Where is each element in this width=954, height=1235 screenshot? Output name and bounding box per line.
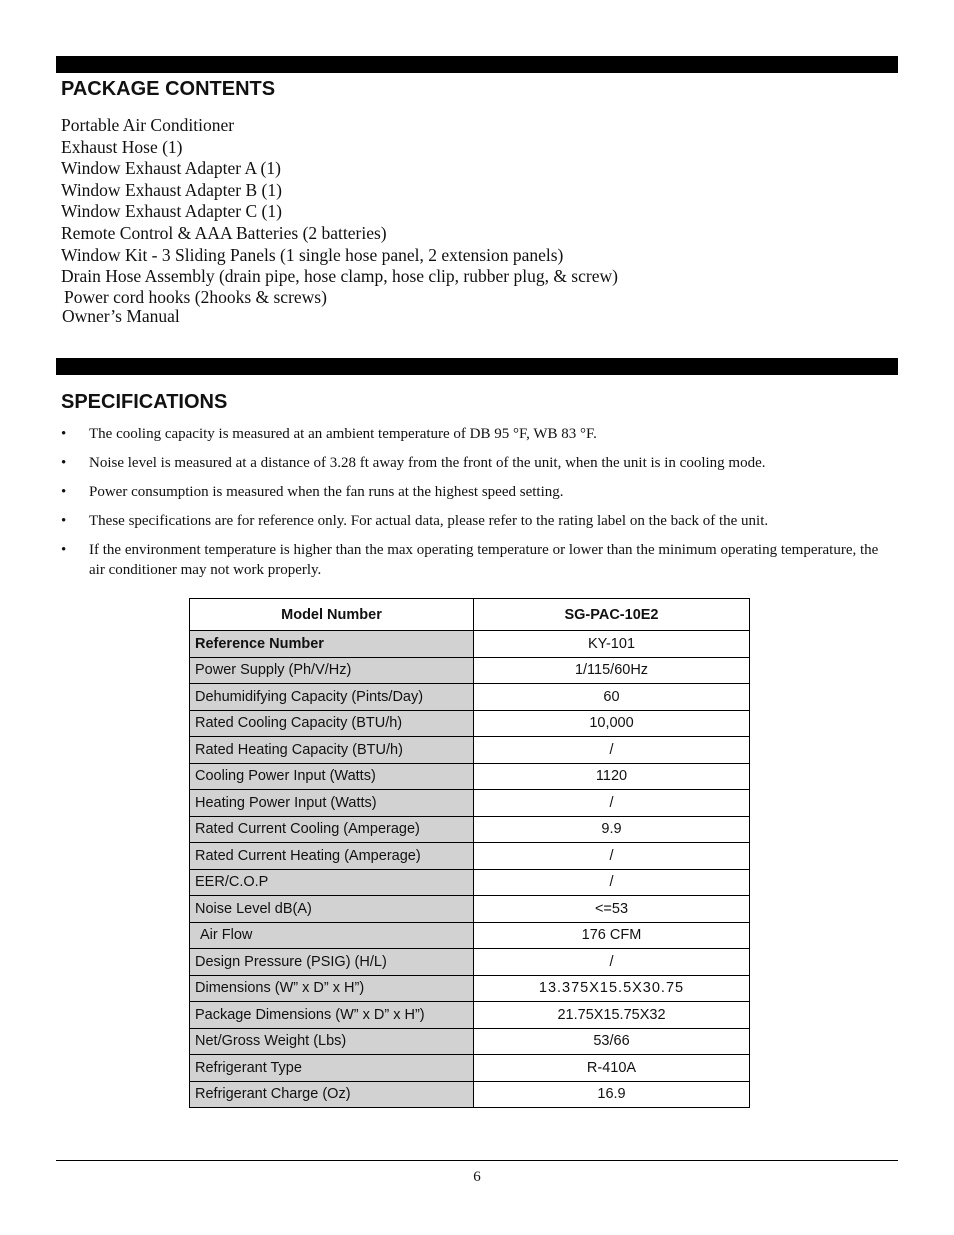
spec-value: 21.75X15.75X32 bbox=[474, 1002, 750, 1029]
list-item: Portable Air Conditioner bbox=[61, 115, 235, 135]
table-row bbox=[190, 869, 750, 896]
spec-label: Rated Current Heating (Amperage) bbox=[190, 843, 474, 870]
spec-label: Noise Level dB(A) bbox=[190, 896, 474, 923]
list-item: Window Exhaust Adapter A (1) bbox=[61, 158, 281, 179]
list-item: Window Exhaust Adapter B (1) bbox=[61, 179, 282, 200]
spec-label: Rated Current Cooling (Amperage) bbox=[190, 816, 474, 843]
bullet-icon: • bbox=[61, 484, 67, 500]
table-row bbox=[190, 949, 750, 976]
bullet-icon: • bbox=[61, 513, 67, 529]
spec-value: 1/115/60Hz bbox=[474, 657, 750, 684]
package-contents-heading: PACKAGE CONTENTS bbox=[61, 78, 276, 100]
bullet-icon: • bbox=[61, 455, 67, 471]
table-row bbox=[190, 790, 750, 817]
note-item bbox=[61, 482, 891, 502]
table-header-row bbox=[190, 599, 750, 631]
list-item: Window Exhaust Adapter C (1) bbox=[61, 201, 282, 222]
spec-value: / bbox=[474, 949, 750, 976]
note-item bbox=[61, 540, 891, 580]
spec-value: 13.375X15.5X30.75 bbox=[474, 975, 750, 1002]
table-row bbox=[190, 657, 750, 684]
spec-value: / bbox=[474, 790, 750, 817]
table-row bbox=[190, 922, 750, 949]
spec-value: <=53 bbox=[474, 896, 750, 923]
column-header-label: Model Number bbox=[190, 599, 474, 631]
spec-value: 1120 bbox=[474, 763, 750, 790]
list-item: Owner’s Manual bbox=[62, 305, 180, 326]
list-item: Drain Hose Assembly (drain pipe, hose clamp, hose clip, rubber plug, & screw) bbox=[61, 266, 618, 287]
spec-value: 10,000 bbox=[474, 710, 750, 737]
table-row bbox=[190, 631, 750, 658]
package-contents-list bbox=[61, 115, 618, 326]
spec-label: Cooling Power Input (Watts) bbox=[190, 763, 474, 790]
table-row bbox=[190, 1081, 750, 1108]
list-item: Remote Control & AAA Batteries (2 batteries) bbox=[61, 222, 387, 243]
spec-label: Rated Heating Capacity (BTU/h) bbox=[190, 737, 474, 764]
section-divider-bar bbox=[56, 56, 898, 73]
column-header-value: SG-PAC-10E2 bbox=[474, 599, 750, 631]
table-row bbox=[190, 1002, 750, 1029]
spec-value: / bbox=[474, 843, 750, 870]
page-number: 6 bbox=[473, 1169, 481, 1185]
bullet-icon: • bbox=[61, 426, 67, 442]
specifications-table bbox=[189, 598, 750, 1108]
spec-label: Package Dimensions (W” x D” x H”) bbox=[190, 1002, 474, 1029]
spec-label: Refrigerant Charge (Oz) bbox=[190, 1081, 474, 1108]
spec-label: EER/C.O.P bbox=[190, 869, 474, 896]
note-text: Power consumption is measured when the fan runs at the highest speed setting. bbox=[89, 484, 564, 500]
spec-label: Rated Cooling Capacity (BTU/h) bbox=[190, 710, 474, 737]
table-row bbox=[190, 763, 750, 790]
note-item bbox=[61, 511, 891, 531]
note-text: These specifications are for reference only. For actual data, please refer to the rating label on the back of the unit. bbox=[89, 513, 769, 529]
spec-label: Design Pressure (PSIG) (H/L) bbox=[190, 949, 474, 976]
note-text: If the environment temperature is higher than the max operating temperature or lower than the minimum operating temperature, the air conditioner may not work properly. bbox=[89, 542, 879, 578]
section-divider-bar bbox=[56, 358, 898, 375]
specification-notes bbox=[61, 424, 891, 589]
spec-value: / bbox=[474, 737, 750, 764]
note-text: The cooling capacity is measured at an ambient temperature of DB 95 °F, WB 83 °F. bbox=[89, 426, 597, 442]
spec-label: Net/Gross Weight (Lbs) bbox=[190, 1028, 474, 1055]
spec-value: 16.9 bbox=[474, 1081, 750, 1108]
spec-value: KY-101 bbox=[474, 631, 750, 658]
spec-value: R-410A bbox=[474, 1055, 750, 1082]
spec-label: Heating Power Input (Watts) bbox=[190, 790, 474, 817]
spec-label: Reference Number bbox=[190, 631, 474, 658]
table-row bbox=[190, 816, 750, 843]
spec-label: Refrigerant Type bbox=[190, 1055, 474, 1082]
spec-value: 9.9 bbox=[474, 816, 750, 843]
spec-label: Dimensions (W” x D” x H”) bbox=[190, 975, 474, 1002]
table-row bbox=[190, 896, 750, 923]
list-item: Window Kit - 3 Sliding Panels (1 single hose panel, 2 extension panels) bbox=[61, 244, 564, 265]
list-item: Exhaust Hose (1) bbox=[61, 136, 183, 157]
spec-label: Power Supply (Ph/V/Hz) bbox=[190, 657, 474, 684]
spec-label: Dehumidifying Capacity (Pints/Day) bbox=[190, 684, 474, 711]
footer-rule bbox=[56, 1160, 898, 1161]
table-row bbox=[190, 1055, 750, 1082]
table-row bbox=[190, 1028, 750, 1055]
list-item: Power cord hooks (2hooks & screws) bbox=[64, 286, 327, 307]
note-item bbox=[61, 453, 891, 473]
spec-value: 60 bbox=[474, 684, 750, 711]
spec-label: Air Flow bbox=[190, 922, 474, 949]
spec-value: 176 CFM bbox=[474, 922, 750, 949]
table-row bbox=[190, 737, 750, 764]
table-row bbox=[190, 843, 750, 870]
spec-value: 53/66 bbox=[474, 1028, 750, 1055]
specifications-heading: SPECIFICATIONS bbox=[61, 391, 228, 413]
spec-value: / bbox=[474, 869, 750, 896]
table-row bbox=[190, 684, 750, 711]
note-item bbox=[61, 424, 891, 444]
bullet-icon: • bbox=[61, 542, 67, 558]
table-row bbox=[190, 975, 750, 1002]
table-row bbox=[190, 710, 750, 737]
note-text: Noise level is measured at a distance of 3.28 ft away from the front of the unit, when the unit is in cooling mode. bbox=[89, 455, 766, 471]
